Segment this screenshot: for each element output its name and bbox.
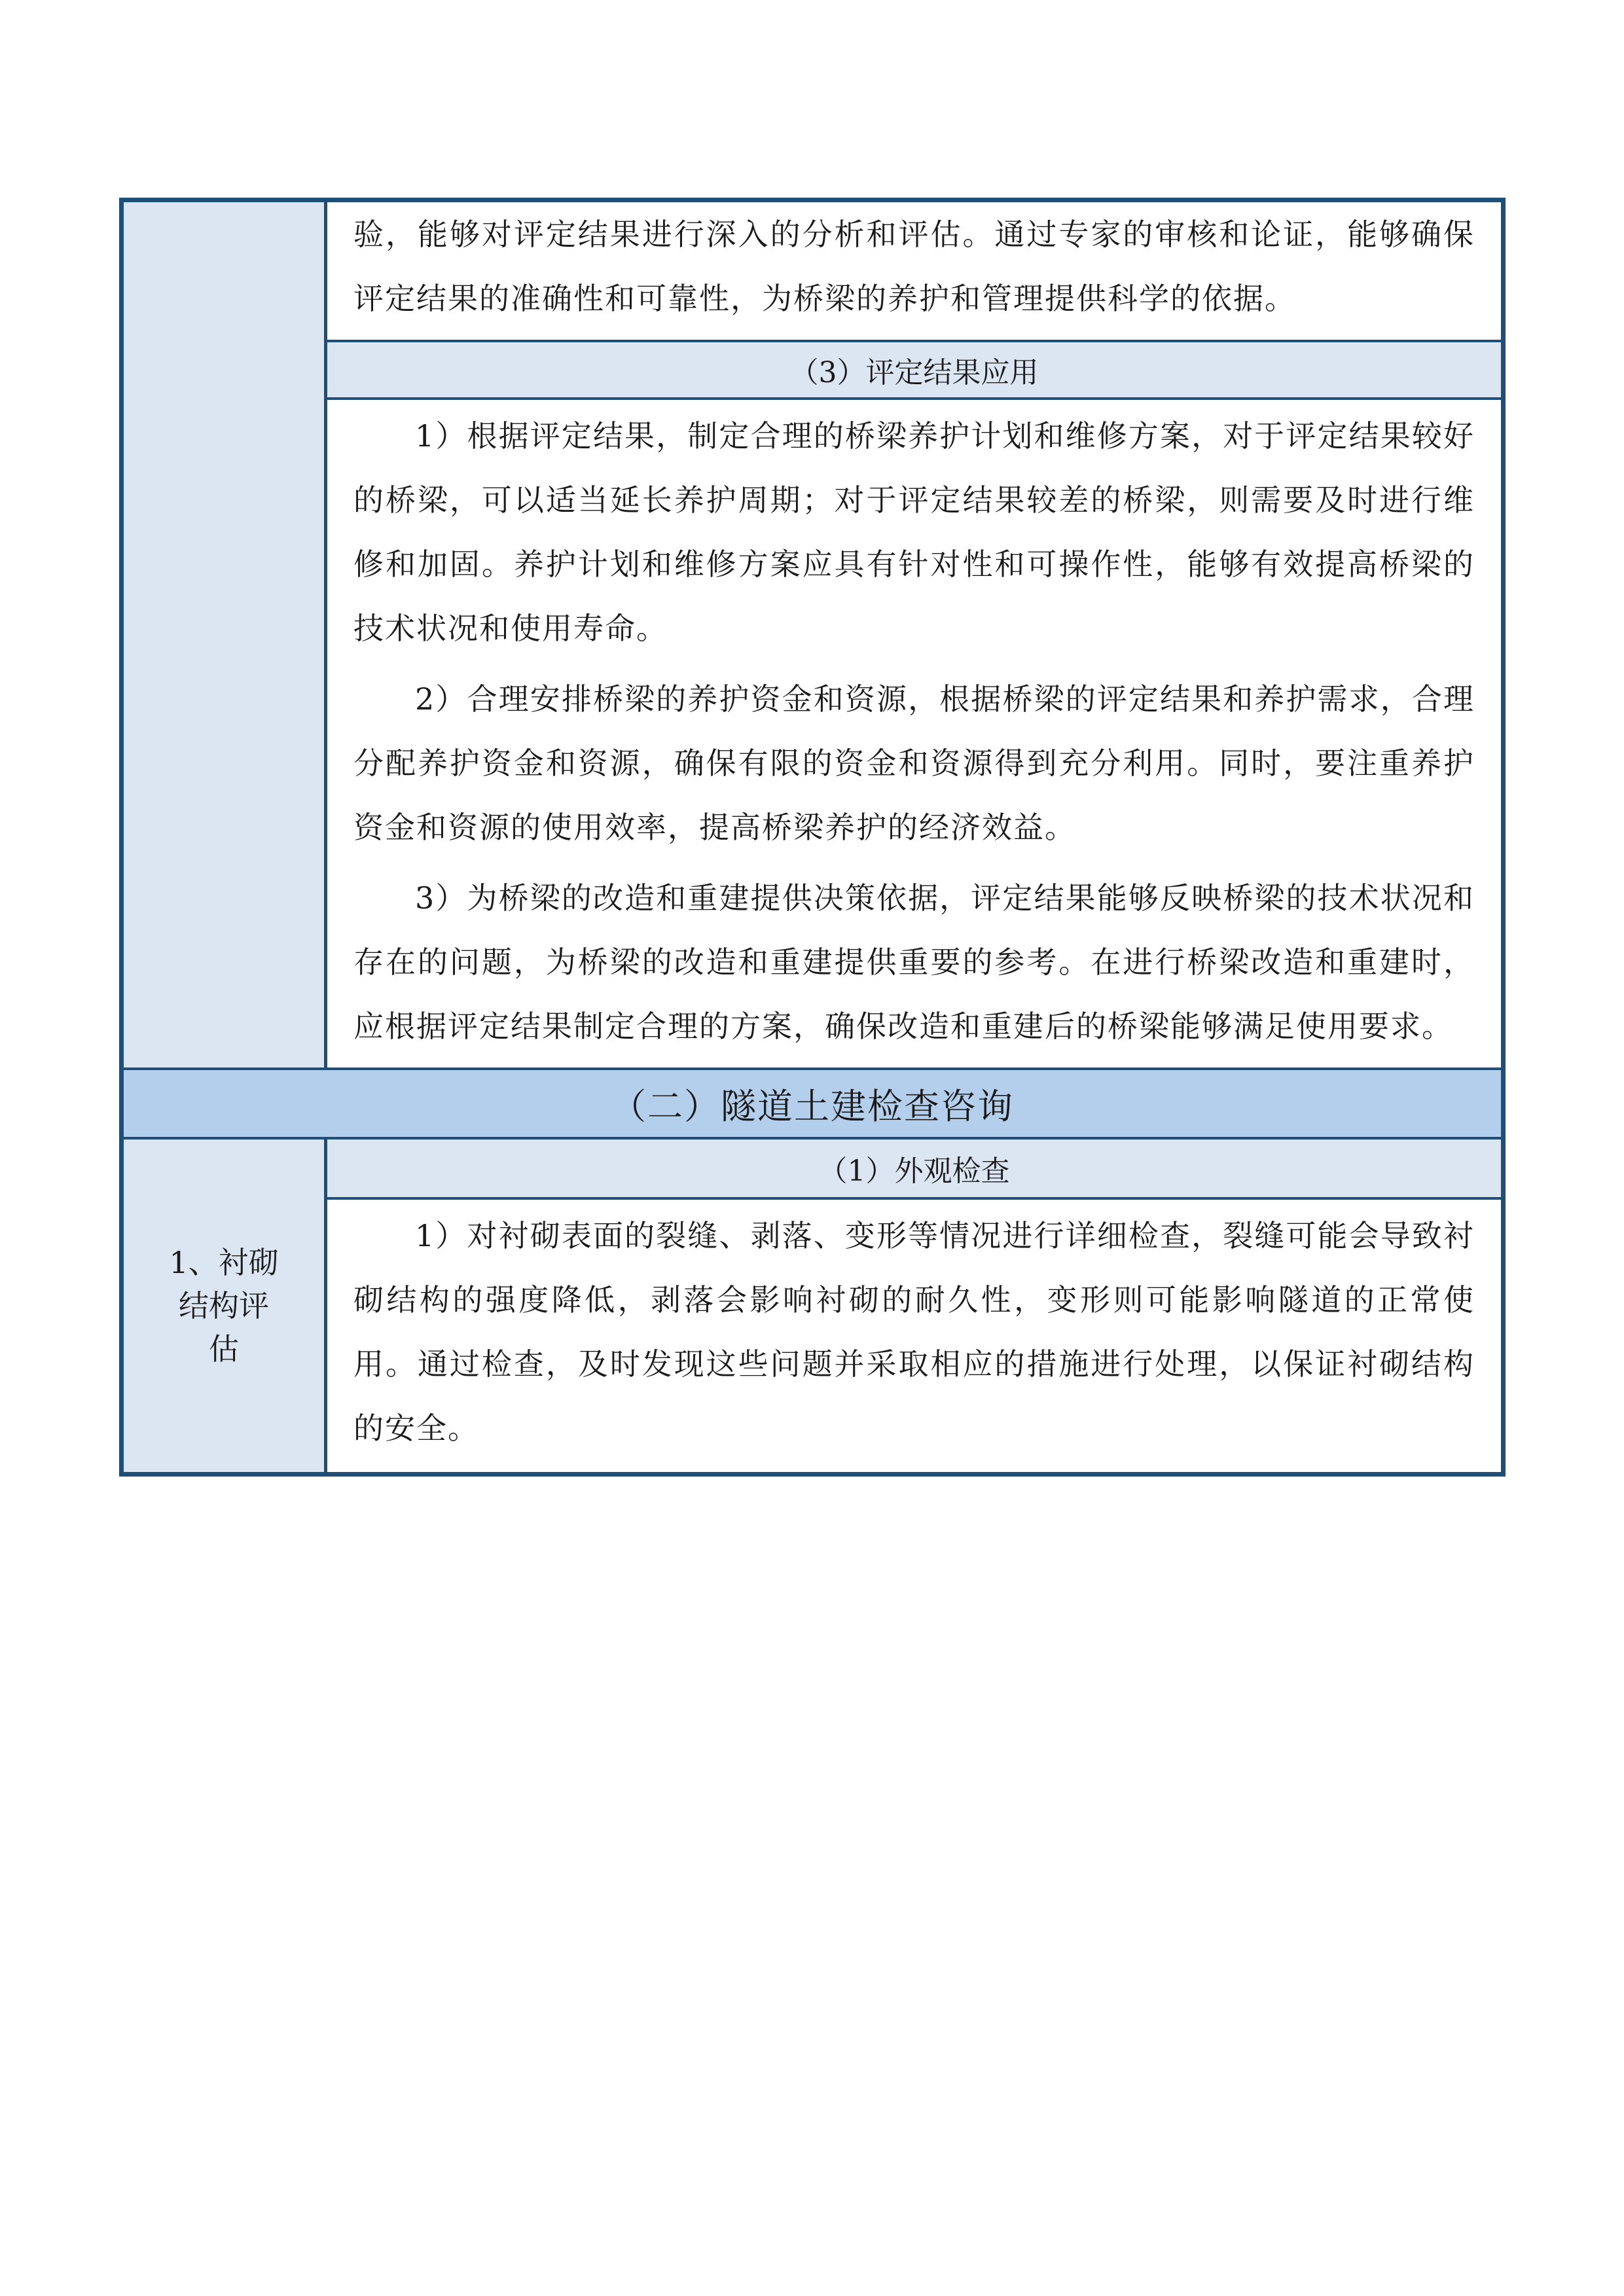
continued-paragraph: 验，能够对评定结果进行深入的分析和评估。通过专家的审核和论证，能够确保评定结果的准确性和可靠性，为桥梁的养护和管理提供科学的依据。 [353, 217, 1475, 316]
section-lining-evaluation [124, 1139, 1501, 1472]
right-column [327, 1139, 1501, 1472]
left-column-empty [124, 202, 327, 1067]
application-content [327, 400, 1501, 1067]
paragraph: 2）合理安排桥梁的养护资金和资源，根据桥梁的评定结果和养护需求，合理分配养护资金和资源，确保有限的资金和资源得到充分利用。同时，要注重养护资金和资源的使用效率，提高桥梁养护的经济效益。 [353, 681, 1475, 845]
major-heading-tunnel: （二）隧道土建检查咨询 [124, 1070, 1501, 1139]
row-label: 1、衬砌结构评估 [169, 1245, 279, 1367]
paragraph: 1）对衬砌表面的裂缝、剥落、变形等情况进行详细检查，裂缝可能会导致衬砌结构的强度降低，剥落会影响衬砌的耐久性，变形则可能影响隧道的正常使用。通过检查，及时发现这些问题并采取相应的措施进行处理，以保证衬砌结构的安全。 [353, 1218, 1475, 1446]
right-column [327, 202, 1501, 1067]
document-table [119, 198, 1506, 1477]
inspection-content [327, 1200, 1501, 1472]
subheading-visual-inspection: （1）外观检查 [327, 1139, 1501, 1200]
paragraph: 3）为桥梁的改造和重建提供决策依据，评定结果能够反映桥梁的技术状况和存在的问题，为桥梁的改造和重建提供重要的参考。在进行桥梁改造和重建时，应根据评定结果制定合理的方案，确保改造和重建后的桥梁能够满足使用要求。 [353, 880, 1475, 1044]
section-bridge-evaluation [124, 202, 1501, 1070]
subheading-result-application: （3）评定结果应用 [327, 340, 1501, 400]
paragraph: 1）根据评定结果，制定合理的桥梁养护计划和维修方案，对于评定结果较好的桥梁，可以适当延长养护周期；对于评定结果较差的桥梁，则需要及时进行维修和加固。养护计划和维修方案应具有针对性和可操作性，能够有效提高桥梁的技术状况和使用寿命。 [353, 418, 1475, 646]
left-column-label [124, 1139, 327, 1472]
continued-content [327, 202, 1501, 340]
